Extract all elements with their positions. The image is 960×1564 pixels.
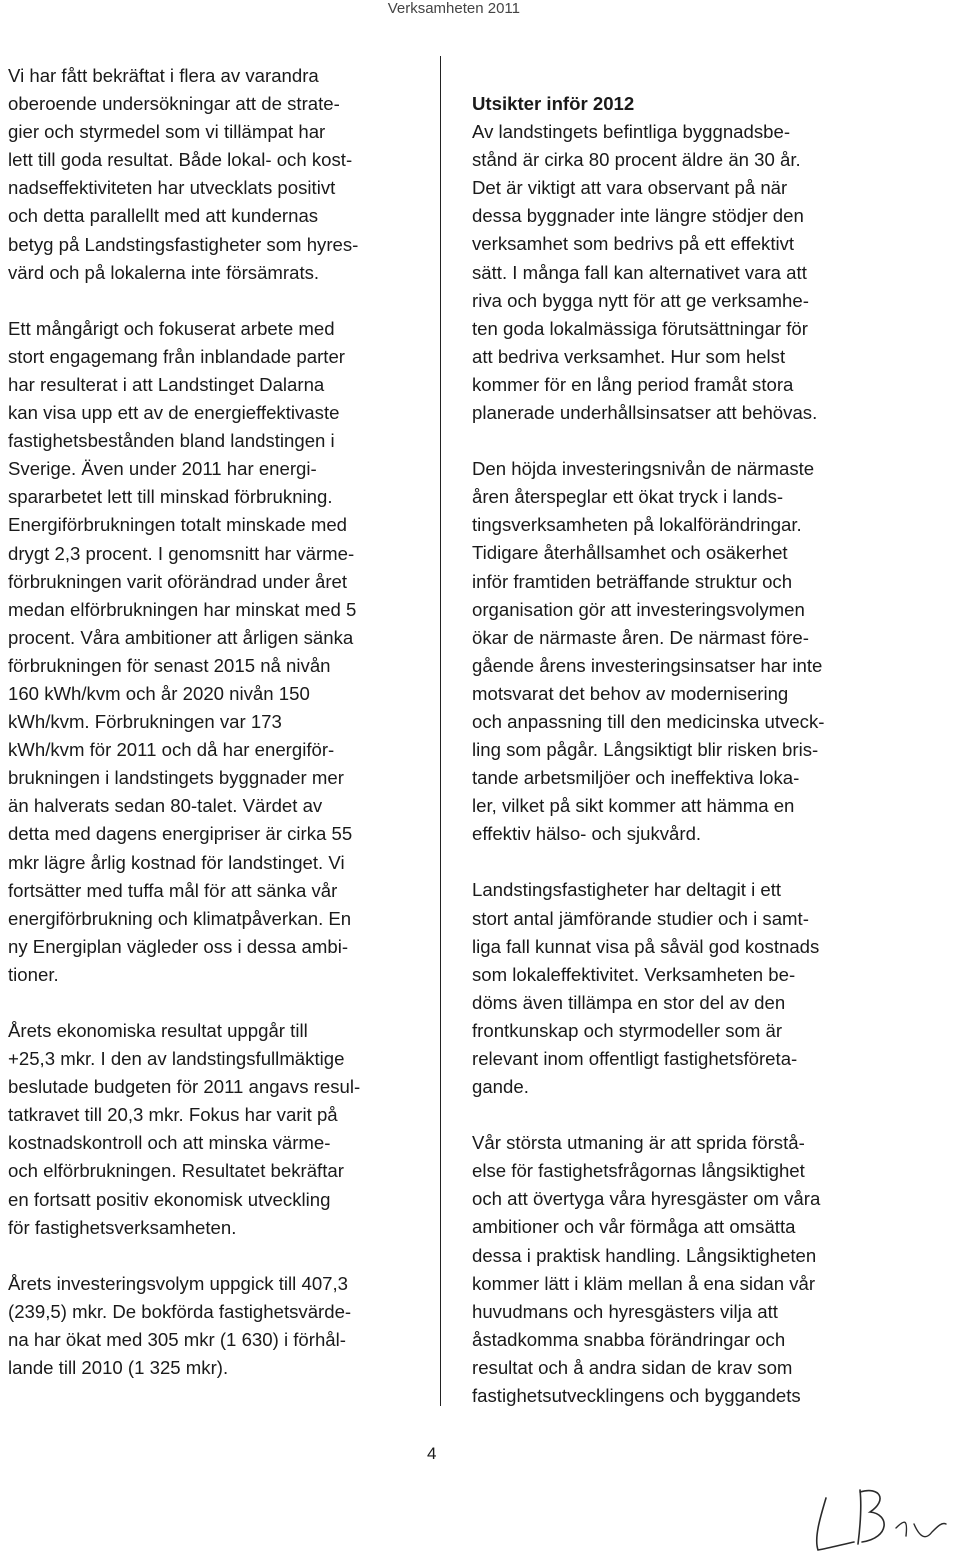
text-line: Tidigare återhållsamhet och osäkerhet	[472, 542, 788, 564]
text-line: och anpassning till den medicinska utveck-	[472, 710, 825, 732]
text-line: fastighetsbestånden bland landstingen i	[8, 430, 335, 452]
text-line: fortsätter med tuffa mål för att sänka vår	[8, 879, 338, 901]
left-paragraph	[8, 62, 413, 287]
text-line: värd och på lokalerna inte försämrats.	[8, 261, 320, 283]
text-line: kan visa upp ett av de energieffektivaste	[8, 402, 340, 424]
text-line: ambitioner och vår förmåga att omsätta	[472, 1216, 796, 1238]
left-paragraph	[8, 315, 413, 989]
left-paragraph	[8, 1017, 413, 1242]
text-line: dessa byggnader inte längre stödjer den	[472, 205, 804, 227]
left-paragraph	[8, 1270, 413, 1382]
text-line: spararbetet lett till minskad förbrukning.	[8, 486, 333, 508]
text-line: och att övertyga våra hyresgäster om våra	[472, 1188, 821, 1210]
text-line: har resulterat i att Landstinget Dalarna	[8, 373, 325, 395]
text-line: åstadkomma snabba förändringar och	[472, 1328, 786, 1350]
right-column	[472, 90, 882, 1438]
text-line: inför framtiden beträffande struktur och	[472, 570, 793, 592]
text-line: gier och styrmedel som vi tillämpat har	[8, 121, 326, 143]
text-line: beslutade budgeten för 2011 angavs resul-	[8, 1076, 361, 1098]
text-line: nadseffektiviteten har utvecklats positivt	[8, 177, 336, 199]
signature-stroke-l	[817, 1498, 854, 1550]
column-divider	[440, 56, 441, 1406]
right-paragraph	[472, 455, 882, 848]
text-line: motsvarat det behov av modernisering	[472, 682, 789, 704]
text-line: Vår största utmaning är att sprida förstå-	[472, 1132, 805, 1154]
text-line: kWh/kvm. Förbrukningen var 173	[8, 711, 282, 733]
text-line: brukningen i landstingets byggnader mer	[8, 767, 344, 789]
text-line: huvudmans och hyresgästers vilja att	[472, 1300, 778, 1322]
text-line: för fastighetsverksamheten.	[8, 1216, 237, 1238]
text-line: riva och bygga nytt för att ge verksamhe-	[472, 289, 809, 311]
page-number: 4	[427, 1444, 437, 1463]
header-title: Verksamheten 2011	[387, 0, 520, 17]
text-line: lande till 2010 (1 325 mkr).	[8, 1357, 229, 1379]
text-line: gande.	[472, 1076, 529, 1098]
text-line: resultat och å andra sidan de krav som	[472, 1356, 793, 1378]
text-line: ler, vilket på sikt kommer att hämma en	[472, 795, 795, 817]
text-line: effektiv hälso- och sjukvård.	[472, 823, 702, 845]
text-line: Den höjda investeringsnivån de närmaste	[472, 458, 815, 480]
text-line: detta med dagens energipriser är cirka 55	[8, 823, 353, 845]
text-line: ökar de närmaste åren. De närmast före-	[472, 626, 809, 648]
text-line: kommer lätt i kläm mellan å ena sidan vår	[472, 1272, 816, 1294]
text-line: sätt. I många fall kan alternativet vara att	[472, 261, 807, 283]
text-line: drygt 2,3 procent. I genomsnitt har värme-	[8, 542, 355, 564]
signature-stroke-b	[858, 1490, 884, 1544]
text-line: betyg på Landstingsfastigheter som hyres-	[8, 233, 359, 255]
text-line: 160 kWh/kvm och år 2020 nivån 150	[8, 682, 310, 704]
text-line: Årets investeringsvolym uppgick till 407,3	[8, 1272, 349, 1294]
text-line: tatkravet till 20,3 mkr. Fokus har varit på	[8, 1104, 338, 1126]
text-line: kostnadskontroll och att minska värme-	[8, 1132, 331, 1154]
text-line: Av landstingets befintliga byggnadsbe-	[472, 121, 791, 143]
text-line: planerade underhållsinsatser att behövas.	[472, 402, 818, 424]
text-line: åren återspeglar ett ökat tryck i lands-	[472, 486, 784, 508]
text-line: gående årens investeringsinsatser har inte	[472, 654, 823, 676]
text-line: kommer för en lång period framåt stora	[472, 373, 794, 395]
text-line: ten goda lokalmässiga förutsättningar för	[472, 317, 808, 339]
text-line: verksamhet som bedrivs på ett effektivt	[472, 233, 795, 255]
text-line: tioner.	[8, 963, 59, 985]
text-line: Det är viktigt att vara observant på när	[472, 177, 788, 199]
right-column-body	[472, 118, 882, 1410]
text-line: tande arbetsmiljöer och ineffektiva loka-	[472, 767, 800, 789]
text-line: än halverats sedan 80-talet. Värdet av	[8, 795, 323, 817]
left-column	[8, 62, 413, 1410]
text-line: liga fall kunnat visa på såväl god kostnads	[472, 935, 820, 957]
text-line: förbrukningen för senast 2015 nå nivån	[8, 654, 331, 676]
text-line: en fortsatt positiv ekonomisk utveckling	[8, 1188, 331, 1210]
text-line: Årets ekonomiska resultat uppgår till	[8, 1020, 308, 1041]
text-line: Ett mångårigt och fokuserat arbete med	[8, 317, 335, 339]
text-line: och elförbrukningen. Resultatet bekräftar	[8, 1160, 344, 1182]
text-line: dessa i praktisk handling. Långsiktigheten	[472, 1244, 817, 1266]
right-paragraph	[472, 118, 882, 427]
text-line: stort antal jämförande studier och i samt-	[472, 907, 809, 929]
text-line: Sverige. Även under 2011 har energi-	[8, 458, 317, 480]
text-line: Energiförbrukningen totalt minskade med	[8, 514, 348, 536]
text-line: att bedriva verksamhet. Hur som helst	[472, 345, 786, 367]
text-line: kWh/kvm för 2011 och då har energiför-	[8, 739, 335, 761]
text-line: stort engagemang från inblandade parter	[8, 345, 345, 367]
text-line: lett till goda resultat. Både lokal- och kost-	[8, 149, 353, 171]
text-line: ling som pågår. Långsiktigt blir risken bris-	[472, 739, 819, 761]
text-line: och detta parallellt med att kundernas	[8, 205, 319, 227]
text-line: tingsverksamheten på lokalförändringar.	[472, 514, 802, 536]
text-line: procent. Våra ambitioner att årligen sänka	[8, 626, 354, 648]
right-paragraph	[472, 1129, 882, 1410]
right-paragraph	[472, 876, 882, 1101]
text-line: ny Energiplan vägleder oss i dessa ambi-	[8, 935, 349, 957]
text-line: fastighetsutvecklingens och byggandets	[472, 1385, 801, 1407]
text-line: Landstingsfastigheter har deltagit i ett	[472, 879, 782, 901]
text-line: mkr lägre årlig kostnad för landstinget. Vi	[8, 851, 345, 873]
text-line: stånd är cirka 80 procent äldre än 30 år.	[472, 149, 801, 171]
text-line: förbrukningen varit oförändrad under året	[8, 570, 348, 592]
text-line: (239,5) mkr. De bokförda fastighetsvärde-	[8, 1300, 352, 1322]
text-line: frontkunskap och styrmodeller som är	[472, 1019, 783, 1041]
text-line: +25,3 mkr. I den av landstingsfullmäktige	[8, 1048, 345, 1070]
page-header	[0, 0, 960, 17]
section-heading-outlook: Utsikter inför 2012	[472, 93, 635, 114]
text-line: organisation gör att investeringsvolymen	[472, 598, 805, 620]
text-line: na har ökat med 305 mkr (1 630) i förhål-	[8, 1328, 346, 1350]
handwritten-initials-icon	[808, 1478, 958, 1558]
text-line: relevant inom offentligt fastighetsföreta-	[472, 1048, 798, 1069]
text-line: energiförbrukning och klimatpåverkan. En	[8, 907, 352, 929]
text-line: Vi har fått bekräftat i flera av varandra	[8, 65, 319, 86]
text-line: döms även tillämpa en stor del av den	[472, 991, 786, 1013]
text-line: medan elförbrukningen har minskat med 5	[8, 598, 357, 620]
text-line: else för fastighetsfrågornas långsiktighet	[472, 1160, 805, 1182]
text-line: oberoende undersökningar att de strate-	[8, 93, 340, 115]
text-line: som lokaleffektivitet. Verksamheten be-	[472, 963, 796, 985]
signature-stroke-tail	[896, 1522, 946, 1537]
